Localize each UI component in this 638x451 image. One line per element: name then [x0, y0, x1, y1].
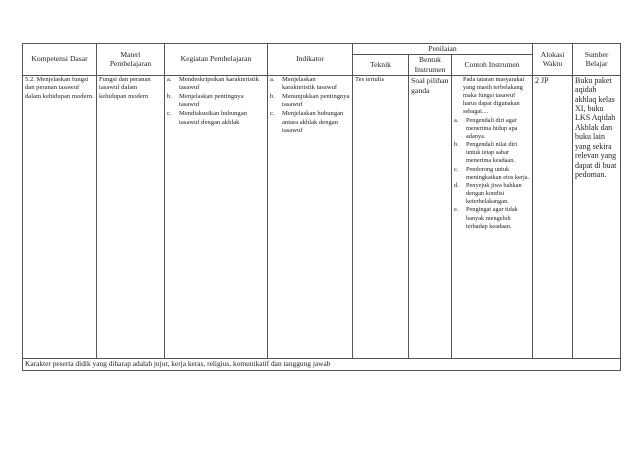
- list-item: a. Menjelaskan karakteristik tasawuf: [270, 75, 338, 92]
- cell-contoh: [452, 75, 533, 358]
- list-item: c. Menjelaskan hubungan antara akhlak dengan tasawuf: [270, 109, 344, 135]
- header-kompetensi: Kompetensi Dasar: [23, 44, 97, 76]
- list-item: e. Pengingat agar tidak banyak mengeluh terhadap keadaan.: [454, 206, 518, 230]
- header-bentuk: Bentuk Instrumen: [409, 55, 452, 76]
- cell-teknik: [353, 75, 409, 358]
- kegiatan-list: [167, 76, 265, 127]
- cell-kompetensi: [23, 75, 97, 358]
- header-penilaian: Penilaian: [353, 44, 533, 55]
- header-indikator: Indikator: [268, 44, 353, 76]
- list-item: b. Menunjukkan pentingnya tasawuf: [270, 92, 350, 109]
- header-alokasi: Alokasi Waktu: [533, 44, 573, 76]
- cell-sumber: [573, 75, 621, 358]
- list-item: b. Menjelaskan pentingnya tasawuf: [167, 92, 244, 109]
- list-item: a. Pengendali diri agar menerima hidup apa adanya.: [454, 116, 518, 140]
- cell-bentuk: [409, 75, 452, 358]
- list-item: a. Mendeskripsikan karakteristik tasawuf: [167, 75, 260, 92]
- teknik-text: Tes tertulis: [355, 75, 385, 83]
- header-teknik: Teknik: [353, 55, 409, 76]
- contoh-intro: Pada tataran masyarakat yang masih terbelakang maka fungsi tasawuf harus dapat digunakan sebagai....: [463, 75, 525, 116]
- header-contoh: Contoh Instrumen: [452, 55, 533, 76]
- table-row: [23, 75, 621, 358]
- cell-indikator: [268, 75, 353, 358]
- indikator-list: [270, 76, 350, 136]
- cell-kegiatan: [165, 75, 268, 358]
- header-materi: Materi Pembelajaran: [97, 44, 165, 76]
- bentuk-text: Soal pilihan ganda: [411, 75, 449, 95]
- materi-text: Fungsi dan peranan tasawuf dalam kehidupan modern: [99, 75, 151, 100]
- character-note: Karakter peserta didik yang diharap adalah jujur, kerja keras, religius, komunikatif dan tanggung jawab: [23, 358, 621, 370]
- alokasi-text: 2 JP: [535, 75, 549, 85]
- header-kegiatan: Kegiatan Pembelajaran: [165, 44, 268, 76]
- list-item: c. Pendorong untuk meningkatkan etos kerja.: [454, 165, 530, 181]
- header-sumber: Sumber Belajar: [573, 44, 621, 76]
- sumber-text: Buku paket aqidah akhlaq kelas XI, buku LKS Aqidah Akhlak dan buku lain yang sekira relevan yang dapat di buat pedoman.: [575, 75, 617, 180]
- syllabus-table: [22, 43, 621, 371]
- list-item: d. Penyejuk jiwa bahkan dengan kondisi keterbelakangan.: [454, 181, 522, 206]
- cell-materi: [97, 75, 165, 358]
- cell-alokasi: [533, 75, 573, 358]
- kompetensi-text: 5.2. Menjelaskan fungsi dan peranan tasawuf dalam kehidupan modern.: [25, 75, 94, 100]
- contoh-options: [454, 117, 530, 231]
- list-item: b. Pengendali nilai diri untuk tetap sabar menerima keadaan.: [454, 141, 518, 165]
- list-item: c. Mendiskusikan hubungan tasawuf dengan akhlak: [167, 109, 247, 126]
